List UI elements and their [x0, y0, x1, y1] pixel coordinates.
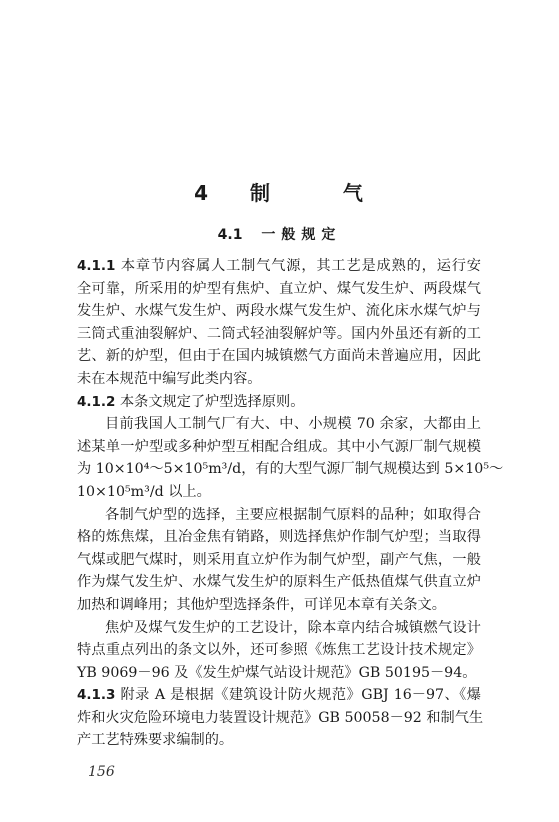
clause-number: 4.1.3	[77, 687, 116, 704]
page-number: 156	[88, 764, 115, 780]
clause-first-line	[77, 684, 481, 707]
text-line: 气煤或肥气煤时，则采用直立炉作为制气炉型，副产气焦，一般	[77, 551, 481, 568]
chapter-title-char-2: 气	[342, 181, 365, 205]
text-line: 10×10⁵m³/d 以上。	[77, 483, 211, 500]
text-line: 焦炉及煤气发生炉的工艺设计，除本章内结合城镇燃气设计	[105, 619, 481, 636]
text-line: 本章节内容属人工制气气源，其工艺是成熟的，运行安	[120, 258, 481, 274]
text-line: 加热和调峰用；其他炉型选择条件，可详见本章有关条文。	[77, 596, 446, 613]
text-line: 为 10×10⁴～5×10⁵m³/d，有的大型气源厂制气规模达到 5×10⁵～	[77, 461, 504, 478]
section-body	[77, 255, 504, 752]
text-line: 炸和火灾危险环境电力装置设计规范》GB 50058－92 和制气生	[77, 709, 484, 726]
text-line: 全可靠，所采用的炉型有焦炉、直立炉、煤气发生炉、两段煤气	[77, 280, 481, 297]
text-line: 附录 A 是根据《建筑设计防火规范》GBJ 16－97、《爆	[120, 687, 481, 704]
text-line: 产工艺特殊要求编制的。	[77, 732, 234, 749]
section-title-text: 一般规定	[261, 227, 342, 243]
text-line: 三筒式重油裂解炉、二筒式轻油裂解炉等。国内外虽还有新的工	[77, 325, 481, 342]
text-line: 格的炼焦煤，且冶金焦有销路，则选择焦炉作制气炉型；当取得	[77, 529, 481, 546]
chapter-number: 4	[194, 181, 211, 205]
clause-first-line	[77, 391, 481, 414]
text-line: 特点重点列出的条文以外，还可参照《炼焦工艺设计技术规定》	[77, 642, 481, 659]
clause-number: 4.1.2	[77, 393, 116, 410]
section-number: 4.1	[217, 227, 243, 243]
chapter-title	[0, 177, 559, 206]
text-line: 作为煤气发生炉、水煤气发生炉的原料生产低热值煤气供直立炉	[77, 574, 481, 591]
clause-number: 4.1.1	[77, 258, 116, 274]
text-line: 本条文规定了炉型选择原则。	[119, 393, 305, 410]
text-line: 未在本规范中编写此类内容。	[77, 370, 262, 387]
text-line: 各制气炉型的选择，主要应根据制气原料的品种；如取得合	[105, 506, 481, 523]
text-line: 艺、新的炉型，但由于在国内城镇燃气方面尚未普遍应用，因此	[77, 348, 481, 365]
chapter-title-char-1: 制	[249, 181, 272, 205]
text-line: 述某单一炉型或多种炉型互相配合组成。其中小气源厂制气规模	[77, 438, 481, 455]
text-line: 目前我国人工制气厂有大、中、小规模 70 余家，大都由上	[105, 416, 481, 433]
section-title	[0, 224, 559, 244]
text-line: 发生炉、水煤气发生炉、两段水煤气发生炉、流化床水煤气炉与	[77, 303, 481, 320]
text-line: YB 9069－96 及《发生炉煤气站设计规范》GB 50195－94。	[77, 664, 477, 681]
clause-first-line	[77, 255, 481, 278]
